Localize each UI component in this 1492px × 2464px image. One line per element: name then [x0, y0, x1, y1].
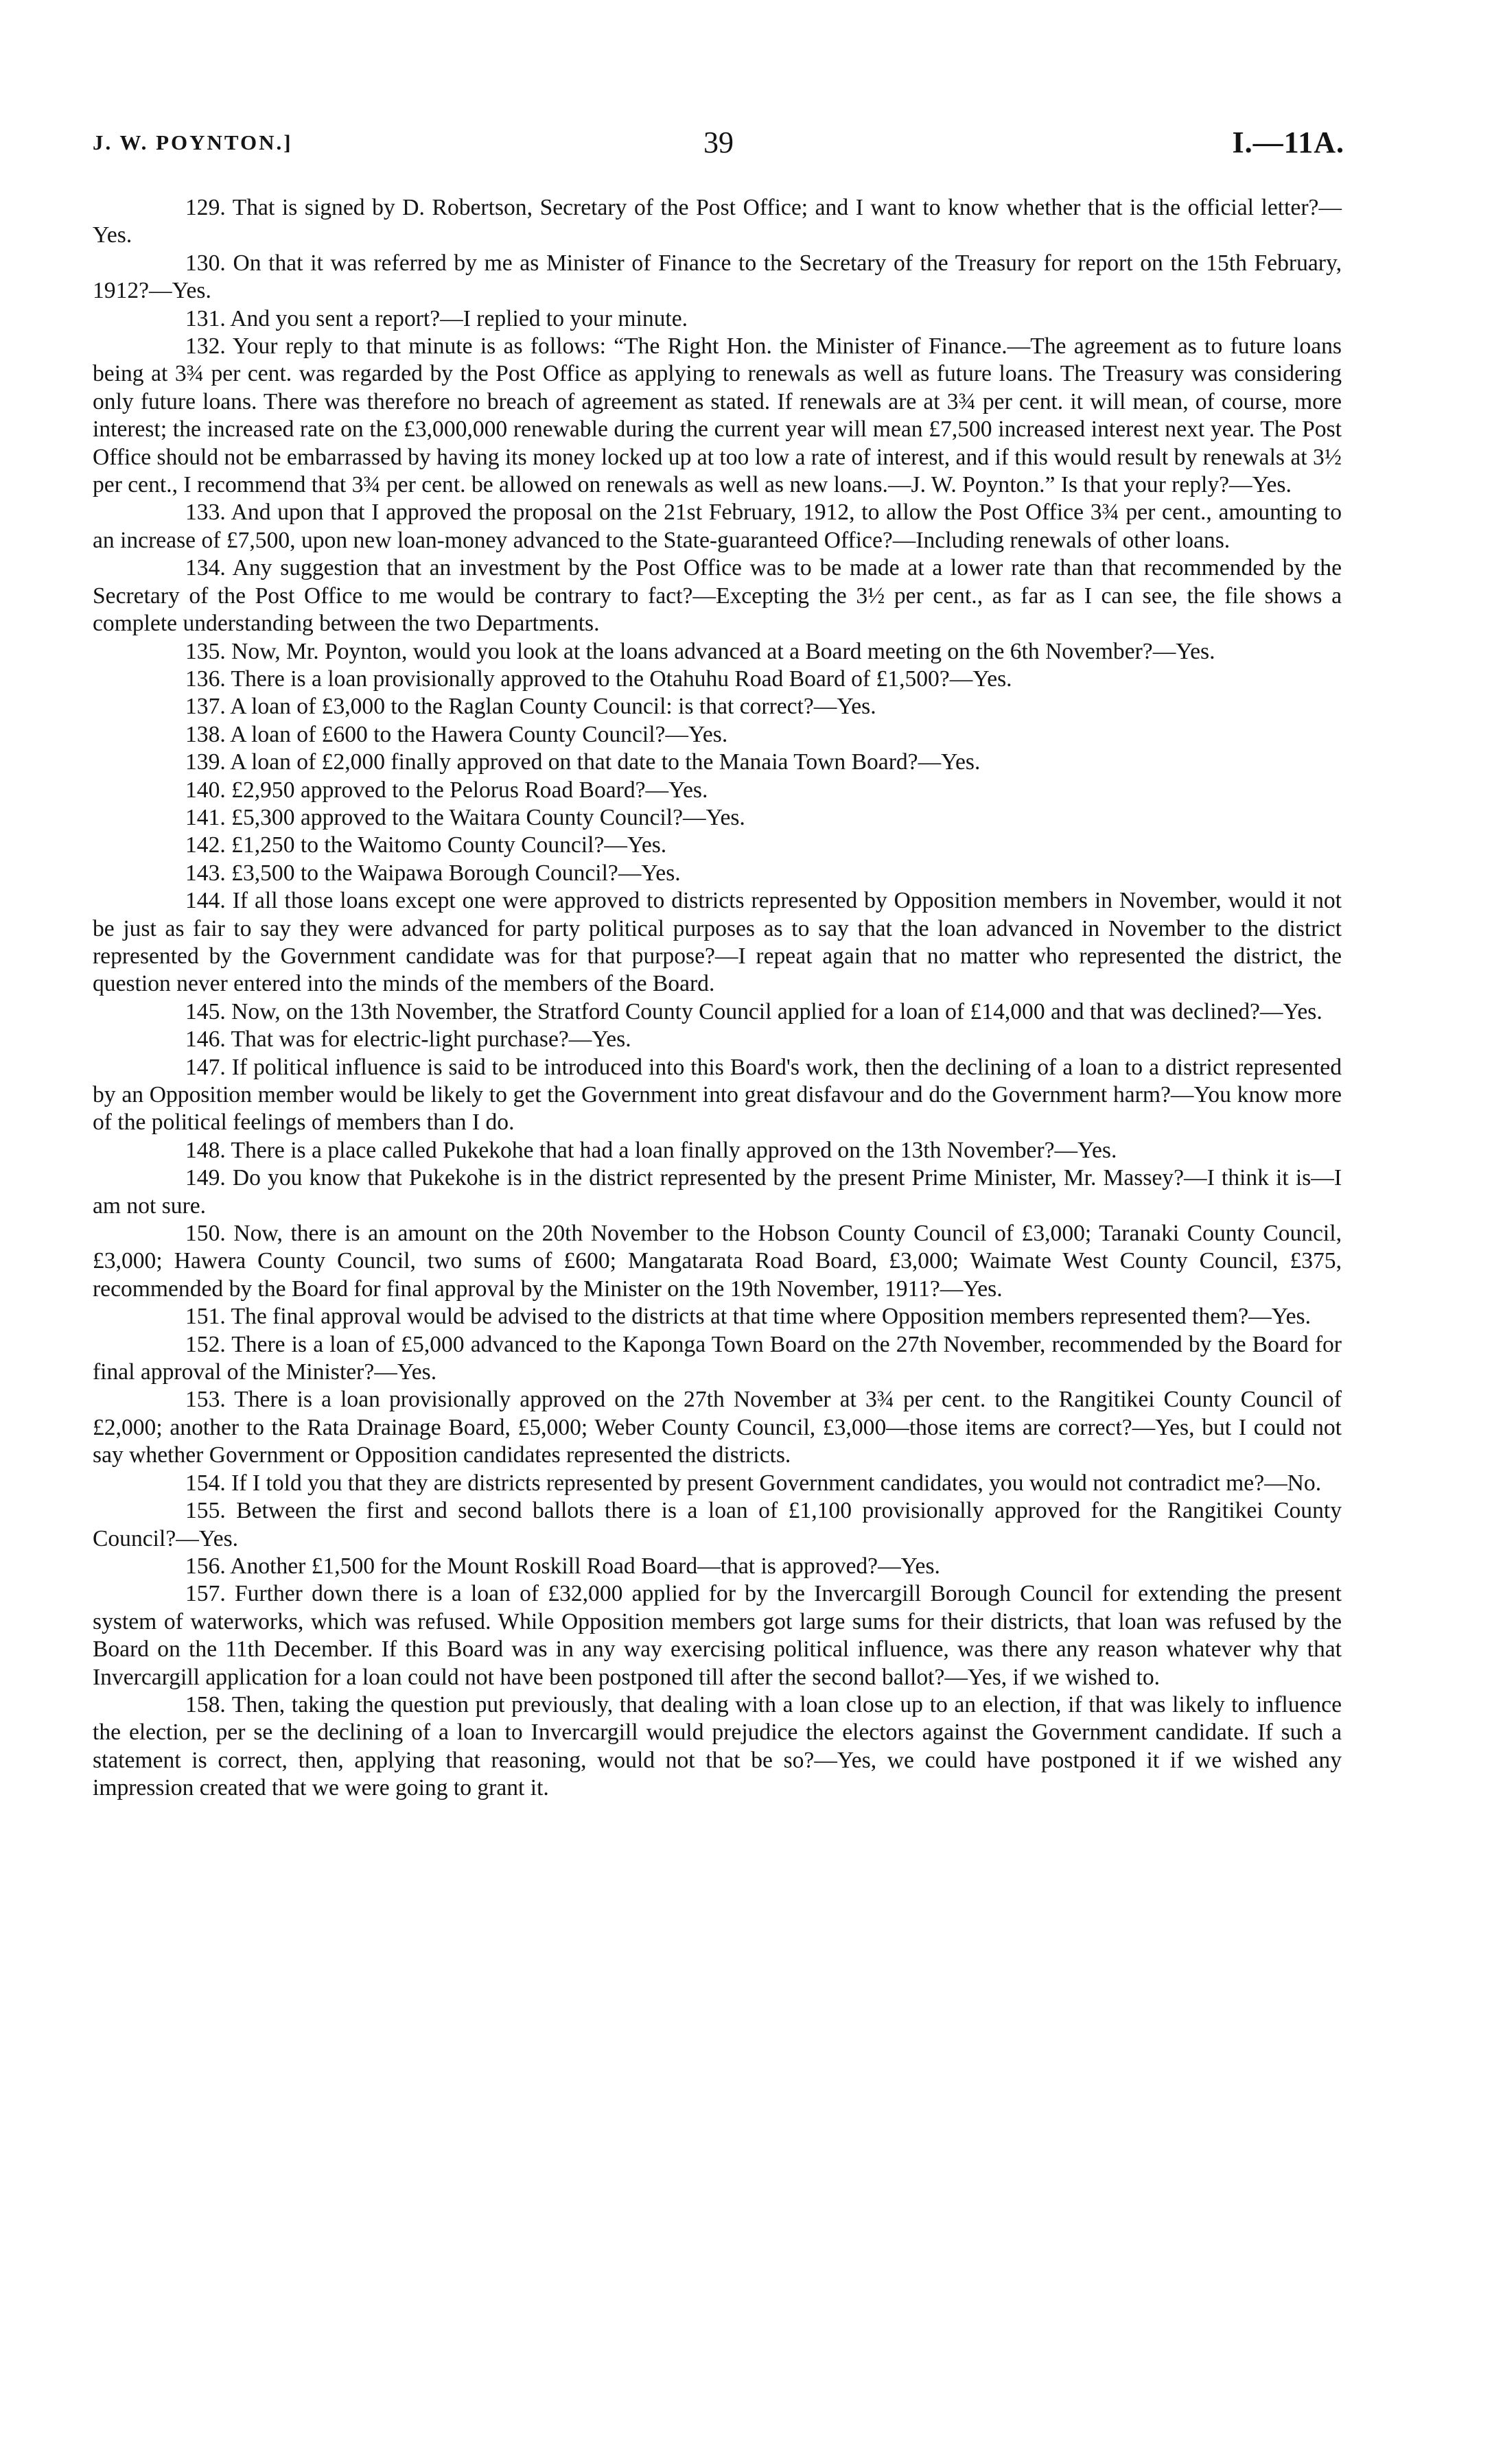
- paragraph-134: 134. Any suggestion that an investment by the Post Office was to be made at a lower rate than that recommended by the Secretary of the Post Office to me would be contrary to fact?—Excepting the 3½ per cent., as far as I can see, the file shows a complete understanding between the two Departments.: [93, 555, 1342, 637]
- paragraph-145: 145. Now, on the 13th November, the Stratford County Council applied for a loan of £14,000 and that was declined?—Yes.: [185, 998, 1322, 1024]
- page-header: [93, 122, 1344, 163]
- paragraph-135: 135. Now, Mr. Poynton, would you look at the loans advanced at a Board meeting on the 6th November?—Yes.: [185, 638, 1215, 664]
- paragraph-142: 142. £1,250 to the Waitomo County Council?—Yes.: [185, 832, 667, 858]
- paragraph-157: 157. Further down there is a loan of £32,000 applied for by the Invercargill Borough Council for extending the present system of waterworks, which was refused. While Opposition members got large sums for their districts, that loan was refused by the Board on the 11th December. If this Board was in any way exercising political influence, was there any reason whatever why that Invercargill application for a loan could not have been postponed till after the second ballot?—Yes, if we wished to.: [93, 1581, 1342, 1690]
- paragraph-147: 147. If political influence is said to be introduced into this Board's work, then the declining of a loan to a district represented by an Opposition member would be likely to get the Government into great disfavour and do the Government harm?—You know more of the political feelings of members than I do.: [93, 1054, 1342, 1136]
- page-number: 39: [703, 126, 734, 159]
- header-witness-name: J. W. POYNTON.]: [93, 130, 293, 154]
- paragraph-144: 144. If all those loans except one were approved to districts represented by Opposition members in November, would it not be just as fair to say they were advanced for party political purposes as to say that the loan advanced in November to the district represented by the Government candidate was for that purpose?—I repeat again that no matter who represented the district, the question never entered into the minds of the members of the Board.: [93, 888, 1342, 997]
- paragraph-140: 140. £2,950 approved to the Pelorus Road Board?—Yes.: [185, 777, 708, 803]
- paragraph-137: 137. A loan of £3,000 to the Raglan County Council: is that correct?—Yes.: [185, 694, 876, 720]
- paragraph-151: 151. The final approval would be advised to the districts at that time where Opposition members represented them?—Yes.: [185, 1304, 1311, 1330]
- paragraph-148: 148. There is a place called Pukekohe that had a loan finally approved on the 13th November?—Yes.: [185, 1137, 1117, 1163]
- paragraph-141: 141. £5,300 approved to the Waitara County Council?—Yes.: [185, 804, 745, 830]
- paragraph-136: 136. There is a loan provisionally approved to the Otahuhu Road Board of £1,500?—Yes.: [185, 666, 1012, 692]
- paragraph-130: 130. On that it was referred by me as Minister of Finance to the Secretary of the Treasury for report on the 15th February, 1912?—Yes.: [93, 250, 1342, 304]
- paragraph-154: 154. If I told you that they are districts represented by present Government candidates, you would not contradict me?—No.: [185, 1470, 1322, 1496]
- paragraph-149: 149. Do you know that Pukekohe is in the district represented by the present Prime Minister, Mr. Massey?—I think it is—I am not sure.: [93, 1165, 1342, 1219]
- paragraph-152: 152. There is a loan of £5,000 advanced to the Kaponga Town Board on the 27th November, recommended by the Board for final approval of the Minister?—Yes.: [93, 1331, 1342, 1385]
- paragraph-131: 131. And you sent a report?—I replied to your minute.: [185, 305, 688, 331]
- paragraph-132: 132. Your reply to that minute is as follows: “The Right Hon. the Minister of Finance.—The agreement as to future loans being at 3¾ per cent. was regarded by the Post Office as applying to renewals as well as future loans. The Treasury was considering only future loans. There was therefore no breach of agreement as stated. If renewals are at 3¾ per cent. it will mean, of course, more interest; the increased rate on the £3,000,000 renewable during the current year will mean £7,500 increased interest next year. The Post Office should not be embarrassed by having its money locked up at too low a rate of interest, and if this would result by renewals at 3½ per cent., I recommend that 3¾ per cent. be allowed on renewals as well as new loans.—J. W. Poynton.” Is that your reply?—Yes.: [93, 333, 1342, 498]
- paragraph-155: 155. Between the first and second ballots there is a loan of £1,100 provisionally approved for the Rangitikei County Council?—Yes.: [93, 1498, 1342, 1551]
- paragraph-146: 146. That was for electric-light purchase?—Yes.: [185, 1026, 631, 1053]
- paragraph-158: 158. Then, taking the question put previously, that dealing with a loan close up to an election, if that was likely to influence the election, per se the declining of a loan to Invercargill would prejudice the electors against the Government candidate. If such a statement is correct, then, applying that reasoning, would not that be so?—Yes, we could have postponed it if we wished any impression created that we were going to grant it.: [93, 1691, 1342, 1801]
- paragraph-133: 133. And upon that I approved the proposal on the 21st February, 1912, to allow the Post Office 3¾ per cent., amounting to an increase of £7,500, upon new loan-money advanced to the State-guaranteed Office?—Including renewals of other loans.: [93, 500, 1342, 553]
- paragraph-129: 129. That is signed by D. Robertson, Secretary of the Post Office; and I want to know whether that is the official letter?—Yes.: [93, 195, 1342, 248]
- paragraph-156: 156. Another £1,500 for the Mount Roskill Road Board—that is approved?—Yes.: [185, 1553, 940, 1579]
- testimony-body: [93, 194, 1342, 1803]
- paragraph-153: 153. There is a loan provisionally approved on the 27th November at 3¾ per cent. to the Rangitikei County Council of £2,000; another to the Rata Drainage Board, £5,000; Weber County Council, £3,000—those items are correct?—Yes, but I could not say whether Government or Opposition candidates represented the districts.: [93, 1387, 1342, 1468]
- paragraph-150: 150. Now, there is an amount on the 20th November to the Hobson County Council of £3,000; Taranaki County Council, £3,000; Hawera County Council, two sums of £600; Mangatarata Road Board, £3,000; Waimate West County Council, £375, recommended by the Board for final approval by the Minister on the 19th November, 1911?—Yes.: [93, 1221, 1342, 1302]
- paragraph-143: 143. £3,500 to the Waipawa Borough Council?—Yes.: [185, 860, 681, 886]
- paragraph-139: 139. A loan of £2,000 finally approved on that date to the Manaia Town Board?—Yes.: [185, 749, 981, 775]
- paragraph-138: 138. A loan of £600 to the Hawera County Council?—Yes.: [185, 721, 728, 747]
- header-paper-reference: I.—11A.: [1232, 126, 1344, 159]
